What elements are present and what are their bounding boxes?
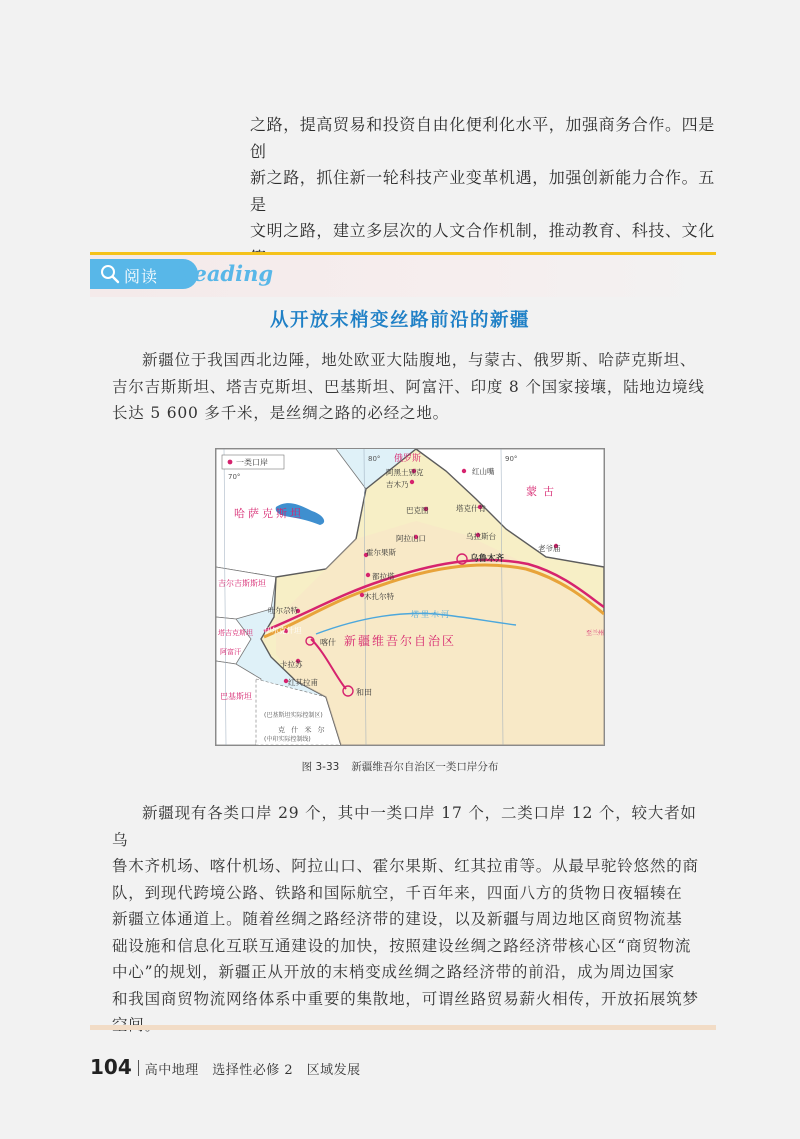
- port-label: 吉木乃: [386, 480, 409, 489]
- port-label: 吐尔尕特: [268, 606, 298, 615]
- text-line: 队，到现代跨境公路、铁路和国际航空，千百年来，四面八方的货物日夜辐辏在: [112, 883, 683, 902]
- port-label: 阿拉山口: [396, 534, 426, 543]
- port-label: 红其拉甫: [288, 678, 318, 687]
- port-label: 塔克什肯: [456, 504, 486, 513]
- text-line: 文明之路，建立多层次的人文合作机制，推动教育、科技、文化: [250, 221, 715, 240]
- city-label: 和田: [356, 688, 372, 697]
- city-label: 乌鲁木齐: [470, 554, 505, 564]
- port-label: 红山嘴: [472, 467, 495, 476]
- map-svg: [216, 449, 604, 745]
- map-note: 克 什 米 尔: [278, 726, 327, 734]
- country-label: 巴基斯坦: [220, 692, 252, 701]
- paragraph-ports: [112, 800, 712, 1039]
- text-line: 新疆现有各类口岸 29 个，其中一类口岸 17 个，二类口岸 12 个，较大者如乌: [112, 804, 697, 849]
- lon-label: 80°: [368, 455, 381, 463]
- port-label: 老爷庙: [538, 544, 561, 553]
- country-label: 阿富汗: [220, 648, 241, 656]
- legend-label: 一类口岸: [236, 458, 268, 467]
- footer-divider: [138, 1060, 139, 1076]
- page-footer: [90, 1055, 361, 1079]
- text-line: 吉尔吉斯斯坦、塔吉克斯坦、巴基斯坦、阿富汗、印度 8 个国家接壤，陆地边境线: [112, 377, 705, 396]
- text-line: 鲁木齐机场、喀什机场、阿拉山口、霍尔果斯、红其拉甫等。从最早驼铃悠然的商: [112, 857, 699, 875]
- text-line: 之路，提高贸易和投资自由化便利化水平，加强商务合作。四是创: [250, 115, 715, 161]
- map-note: (巴基斯坦实际控制区): [264, 712, 323, 719]
- text-line: 和我国商贸物流网络体系中重要的集散地，可谓丝路贸易薪火相传，开放拓展筑梦: [112, 989, 699, 1008]
- reading-badge: [90, 255, 274, 291]
- figure-caption: [0, 759, 800, 774]
- region-label: 新疆维吾尔自治区: [344, 634, 457, 648]
- bottom-rule: [90, 1025, 716, 1030]
- city-label: 喀什: [320, 638, 336, 647]
- text-line: 中心”的规划，新疆正从开放的末梢变成丝绸之路经济带的前沿，成为周边国家: [112, 963, 675, 981]
- country-label: 哈萨克斯坦: [234, 507, 304, 520]
- port-label: 都拉塔: [372, 572, 395, 581]
- port-label: 阿黑土别克: [386, 468, 424, 477]
- xinjiang-port-map: [215, 448, 605, 746]
- country-label: 吉尔吉斯斯坦: [218, 579, 266, 588]
- reading-en-label: Reading: [176, 261, 274, 286]
- map-note: (中印实际控制线): [264, 736, 311, 743]
- port-label: 伊尔克什坦: [264, 626, 302, 635]
- lon-label: 90°: [505, 455, 518, 463]
- text-line: 新之路，抓住新一轮科技产业变革机遇，加强创新能力合作。五是: [250, 168, 715, 214]
- port-label: 卡拉苏: [280, 660, 303, 669]
- text-line: 新疆立体通道上。随着丝绸之路经济带的建设，以及新疆与周边地区商贸物流基: [112, 910, 683, 928]
- reading-title: 从开放末梢变丝路前沿的新疆: [269, 310, 530, 331]
- reading-label: 阅读: [124, 267, 159, 286]
- country-label: 俄罗斯: [394, 454, 422, 464]
- figure-number: 图 3-33: [301, 761, 340, 773]
- country-label: 塔吉克斯坦: [218, 629, 253, 637]
- book-title: 高中地理 选择性必修 2 区域发展: [144, 1063, 361, 1078]
- figure-title: 新疆维吾尔自治区一类口岸分布: [351, 761, 499, 773]
- direction-label: 至兰州: [586, 630, 604, 637]
- text-line: 础设施和信息化互联互通建设的加快，按照建设丝绸之路经济带核心区“商贸物流: [112, 936, 692, 955]
- port-label: 木扎尔特: [364, 592, 394, 601]
- page-number: 104: [90, 1055, 132, 1079]
- port-label: 巴克图: [406, 506, 429, 515]
- text-line: 新疆位于我国西北边陲，地处欧亚大陆腹地，与蒙古、俄罗斯、哈萨克斯坦、: [142, 351, 697, 369]
- magnifier-icon: [100, 264, 120, 284]
- paragraph-intro: [112, 347, 712, 427]
- lon-label: 70°: [228, 473, 241, 481]
- port-label: 霍尔果斯: [366, 548, 396, 557]
- text-line: 长达 5 600 多千米，是丝绸之路的必经之地。: [112, 404, 449, 422]
- river-label: 塔里木河: [411, 610, 451, 619]
- port-label: 乌拉斯台: [466, 532, 496, 541]
- country-label: 蒙古: [526, 485, 560, 498]
